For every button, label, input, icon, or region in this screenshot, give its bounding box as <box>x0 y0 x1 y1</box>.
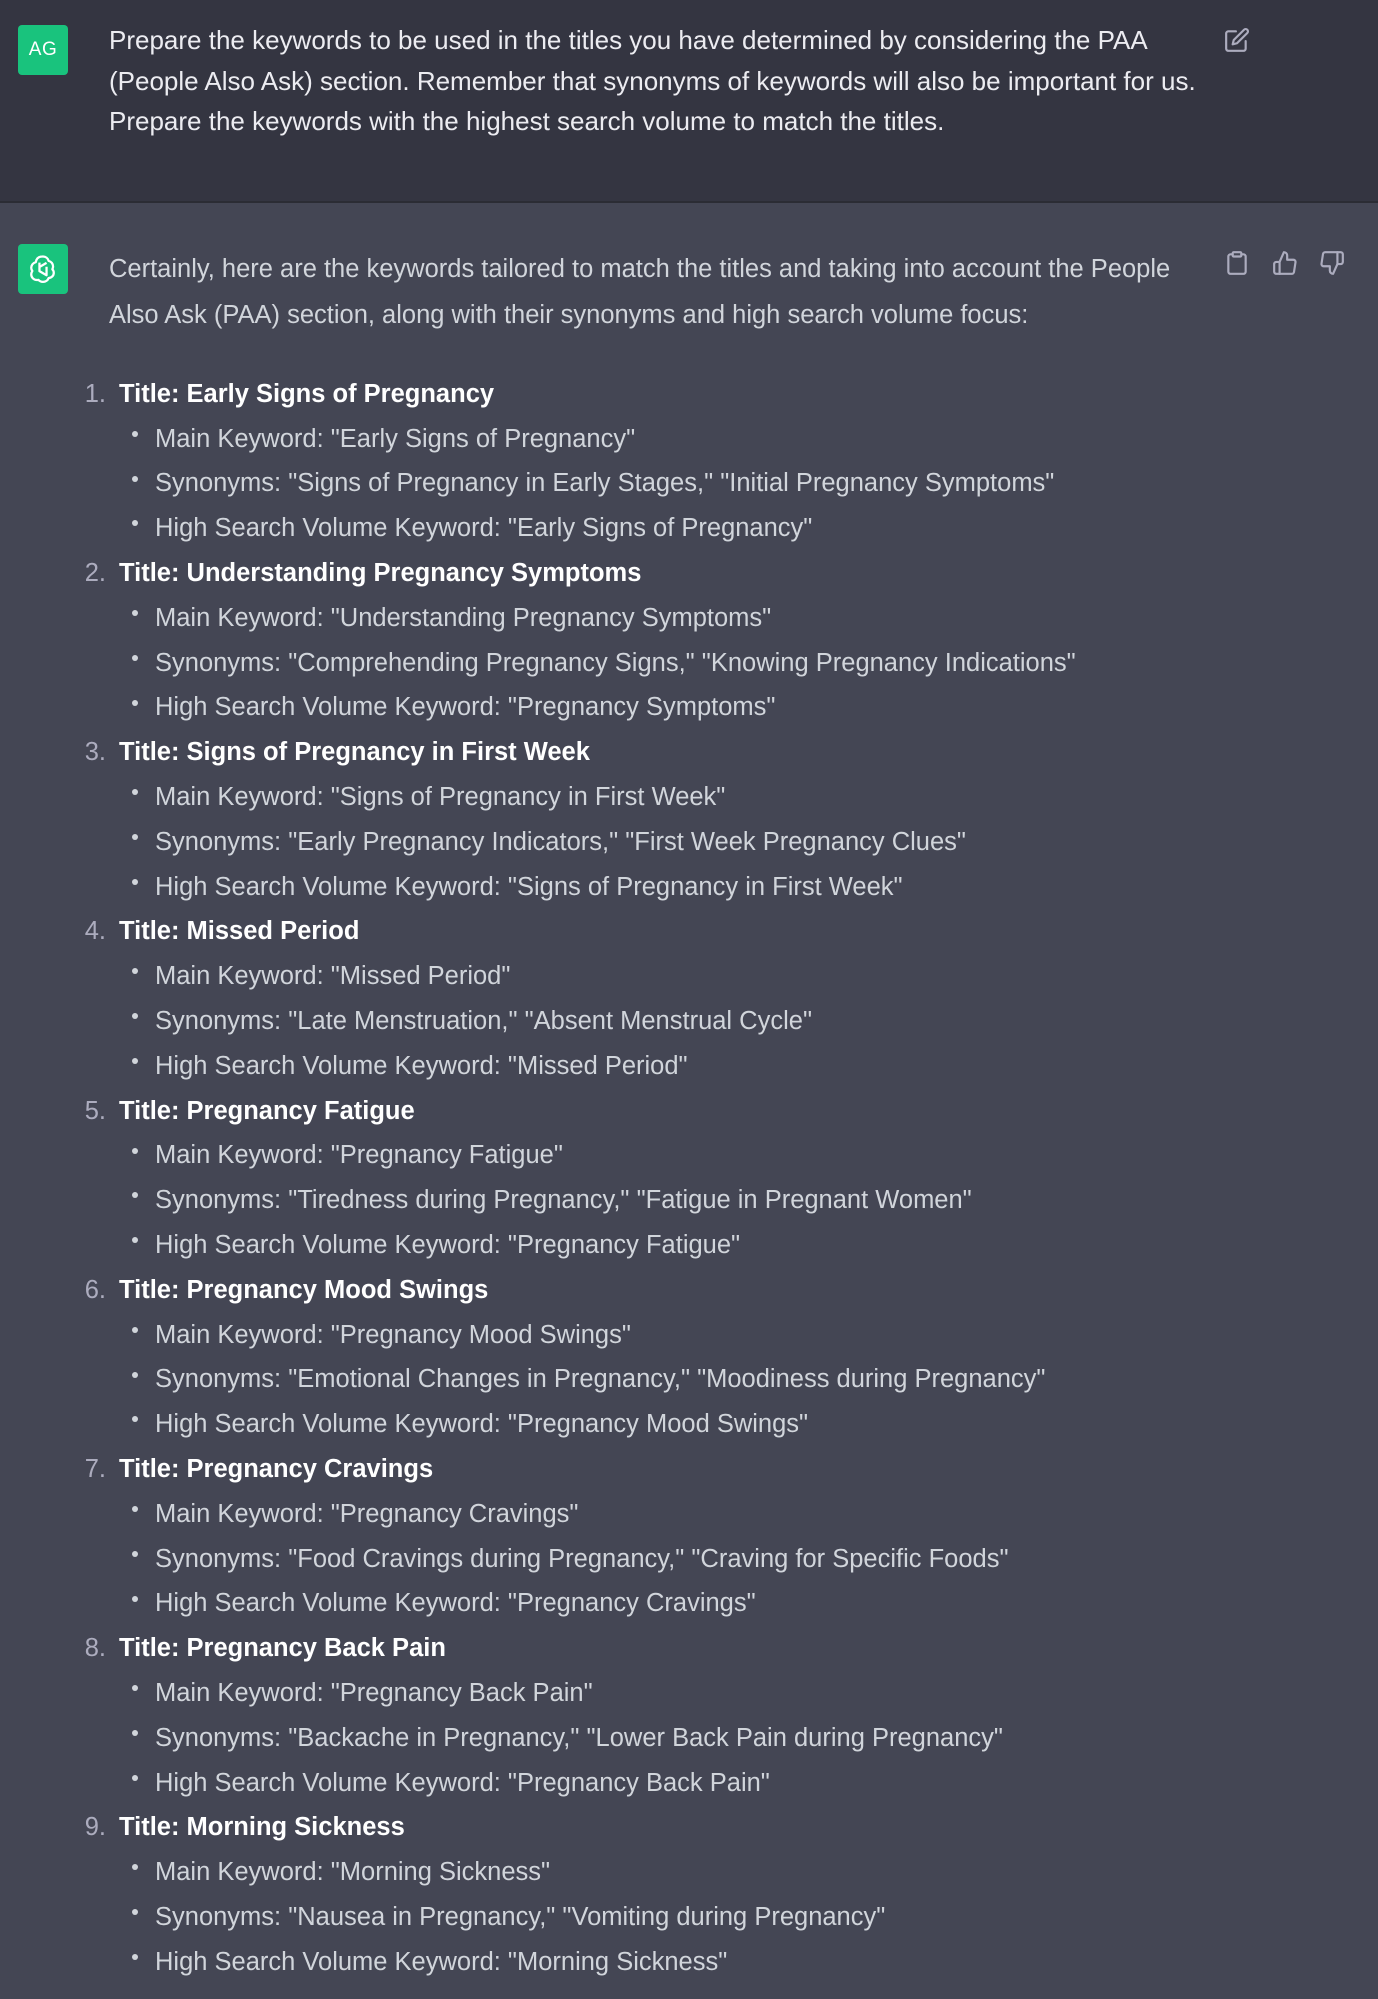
keyword-synonyms-text: Synonyms: "Early Pregnancy Indicators," "First Week Pregnancy Clues" <box>155 827 966 856</box>
keyword-synonyms-text: Synonyms: "Late Menstruation," "Absent Menstrual Cycle" <box>155 1007 812 1036</box>
bullet-icon <box>132 476 138 482</box>
keyword-row-synonyms <box>0 1716 1378 1761</box>
keyword-high-text: High Search Volume Keyword: "Pregnancy Cravings" <box>155 1589 756 1618</box>
bullet-icon <box>132 1775 138 1781</box>
thumbs-up-icon[interactable] <box>1270 248 1300 278</box>
keyword-row-synonyms <box>0 641 1378 686</box>
keyword-row-high <box>0 1044 1378 1089</box>
keyword-row-synonyms <box>0 1358 1378 1403</box>
keyword-synonyms-text: Synonyms: "Food Cravings during Pregnancy," "Craving for Specific Foods" <box>155 1544 1009 1573</box>
list-item <box>0 1268 1378 1447</box>
keyword-row-synonyms <box>0 820 1378 865</box>
edit-icon[interactable] <box>1222 25 1252 55</box>
bullet-icon <box>132 789 138 795</box>
list-item-title: Title: Signs of Pregnancy in First Week <box>119 738 590 767</box>
list-item-title-row <box>0 1089 1378 1134</box>
bullet-icon <box>132 834 138 840</box>
keyword-high-text: High Search Volume Keyword: "Missed Period" <box>155 1051 688 1080</box>
list-item-number: 3. <box>84 738 106 767</box>
keyword-high-text: High Search Volume Keyword: "Pregnancy Fatigue" <box>155 1231 741 1260</box>
bullet-icon <box>132 1730 138 1736</box>
keyword-high-text: High Search Volume Keyword: "Pregnancy Symptoms" <box>155 693 776 722</box>
list-item <box>0 1626 1378 1805</box>
list-item-number: 6. <box>84 1275 106 1304</box>
keyword-row-main <box>0 1134 1378 1179</box>
list-item <box>0 1806 1378 1985</box>
list-item <box>0 1089 1378 1268</box>
list-item-title-row <box>0 1626 1378 1671</box>
keyword-high-text: High Search Volume Keyword: "Early Signs of Pregnancy" <box>155 514 813 543</box>
keyword-main-text: Main Keyword: "Pregnancy Fatigue" <box>155 1141 563 1170</box>
bullet-icon <box>132 1596 138 1602</box>
list-item-title-row <box>0 551 1378 596</box>
bullet-icon <box>132 1685 138 1691</box>
list-item-number: 5. <box>84 1096 106 1125</box>
bullet-icon <box>132 1864 138 1870</box>
user-avatar: AG <box>18 25 68 75</box>
bullet-icon <box>132 610 138 616</box>
keyword-row-high <box>0 1223 1378 1268</box>
keyword-main-text: Main Keyword: "Missed Period" <box>155 962 511 991</box>
keyword-row-high <box>0 865 1378 910</box>
list-item-title: Title: Pregnancy Mood Swings <box>119 1275 489 1304</box>
keyword-row-main <box>0 417 1378 462</box>
keyword-row-main <box>0 1313 1378 1358</box>
bullet-icon <box>132 1237 138 1243</box>
keyword-main-text: Main Keyword: "Pregnancy Back Pain" <box>155 1679 593 1707</box>
bullet-icon <box>132 655 138 661</box>
keyword-synonyms-text: Synonyms: "Signs of Pregnancy in Early Stages," "Initial Pregnancy Symptoms" <box>155 469 1055 498</box>
keyword-high-text: High Search Volume Keyword: "Pregnancy Mood Swings" <box>155 1410 809 1439</box>
keyword-row-high <box>0 506 1378 551</box>
bullet-icon <box>132 1954 138 1960</box>
list-item-title-row <box>0 1806 1378 1851</box>
bullet-icon <box>132 700 138 706</box>
keyword-main-text: Main Keyword: "Signs of Pregnancy in First Week" <box>155 783 726 812</box>
keyword-synonyms-text: Synonyms: "Tiredness during Pregnancy," "Fatigue in Pregnant Women" <box>155 1186 972 1215</box>
clipboard-icon[interactable] <box>1222 248 1252 278</box>
keyword-row-high <box>0 1761 1378 1806</box>
list-item-title: Title: Pregnancy Fatigue <box>119 1096 415 1125</box>
keyword-synonyms-text: Synonyms: "Nausea in Pregnancy," "Vomiting during Pregnancy" <box>155 1902 886 1931</box>
keyword-synonyms-text: Synonyms: "Backache in Pregnancy," "Lower Back Pain during Pregnancy" <box>155 1723 1003 1752</box>
keyword-main-text: Main Keyword: "Pregnancy Mood Swings" <box>155 1320 631 1349</box>
keyword-row-high <box>0 1402 1378 1447</box>
bullet-icon <box>132 879 138 885</box>
list-item-number: 9. <box>84 1813 106 1842</box>
list-item <box>0 551 1378 730</box>
keyword-synonyms-text: Synonyms: "Emotional Changes in Pregnancy," "Moodiness during Pregnancy" <box>155 1365 1046 1394</box>
openai-logo-icon <box>18 244 68 294</box>
keyword-high-text: High Search Volume Keyword: "Morning Sickness" <box>155 1947 728 1976</box>
list-item-title-row <box>0 910 1378 955</box>
bullet-icon <box>132 1416 138 1422</box>
keyword-row-high <box>0 1582 1378 1627</box>
list-item-title: Title: Pregnancy Cravings <box>119 1455 434 1484</box>
keyword-synonyms-text: Synonyms: "Comprehending Pregnancy Signs," "Knowing Pregnancy Indications" <box>155 648 1076 677</box>
keyword-row-synonyms <box>0 1895 1378 1940</box>
keyword-row-synonyms <box>0 999 1378 1044</box>
list-item-title: Title: Understanding Pregnancy Symptoms <box>119 559 642 588</box>
list-item <box>0 1447 1378 1626</box>
keyword-main-text: Main Keyword: "Morning Sickness" <box>155 1858 551 1887</box>
assistant-intro-text: Certainly, here are the keywords tailored to match the titles and taking into account the People Also Ask (PAA) section, along with their synonyms and high search volume focus: <box>109 255 1171 329</box>
bullet-icon <box>132 1013 138 1019</box>
list-item-title-row <box>0 730 1378 775</box>
list-item-number: 1. <box>84 379 106 408</box>
list-item-title-row <box>0 1447 1378 1492</box>
keyword-row-synonyms <box>0 1178 1378 1223</box>
list-item <box>0 730 1378 909</box>
bullet-icon <box>132 1148 138 1154</box>
user-message <box>0 0 1378 203</box>
list-item-title: Title: Early Signs of Pregnancy <box>119 379 495 408</box>
list-item-number: 2. <box>84 559 106 588</box>
bullet-icon <box>132 968 138 974</box>
keyword-row-synonyms <box>0 462 1378 507</box>
keyword-row-main <box>0 954 1378 999</box>
keyword-main-text: Main Keyword: "Pregnancy Cravings" <box>155 1499 579 1528</box>
keyword-high-text: High Search Volume Keyword: "Pregnancy Back Pain" <box>155 1768 770 1797</box>
keyword-row-high <box>0 686 1378 731</box>
bullet-icon <box>132 1327 138 1333</box>
bullet-icon <box>132 1506 138 1512</box>
list-item-title: Title: Pregnancy Back Pain <box>119 1634 446 1663</box>
bullet-icon <box>132 1909 138 1915</box>
keyword-row-high <box>0 1940 1378 1985</box>
keyword-row-main <box>0 1671 1378 1716</box>
keyword-main-text: Main Keyword: "Understanding Pregnancy Symptoms" <box>155 603 772 632</box>
user-message-text: Prepare the keywords to be used in the titles you have determined by considering the PAA (People Also Ask) section. Remember that synonyms of keywords will also be important for us. Prepare the keywords with the highest search volume to match the titles. <box>109 25 1196 136</box>
keyword-row-main <box>0 1492 1378 1537</box>
keyword-row-main <box>0 1850 1378 1895</box>
bullet-icon <box>132 1551 138 1557</box>
thumbs-down-icon[interactable] <box>1317 248 1347 278</box>
keyword-row-main <box>0 596 1378 641</box>
bullet-icon <box>132 520 138 526</box>
list-item-title-row <box>0 372 1378 417</box>
list-item <box>0 910 1378 1089</box>
bullet-icon <box>132 1192 138 1198</box>
keyword-list <box>0 372 1378 1985</box>
list-item-number: 8. <box>84 1634 106 1663</box>
bullet-icon <box>132 431 138 437</box>
keyword-row-synonyms <box>0 1537 1378 1582</box>
keyword-row-main <box>0 775 1378 820</box>
list-item <box>0 372 1378 551</box>
list-item-number: 4. <box>84 917 106 946</box>
bullet-icon <box>132 1058 138 1064</box>
list-item-title: Title: Missed Period <box>119 917 360 946</box>
list-item-title: Title: Morning Sickness <box>119 1813 405 1842</box>
keyword-main-text: Main Keyword: "Early Signs of Pregnancy" <box>155 424 636 453</box>
bullet-icon <box>132 1372 138 1378</box>
keyword-high-text: High Search Volume Keyword: "Signs of Pregnancy in First Week" <box>155 872 903 901</box>
list-item-title-row <box>0 1268 1378 1313</box>
list-item-number: 7. <box>84 1455 106 1484</box>
